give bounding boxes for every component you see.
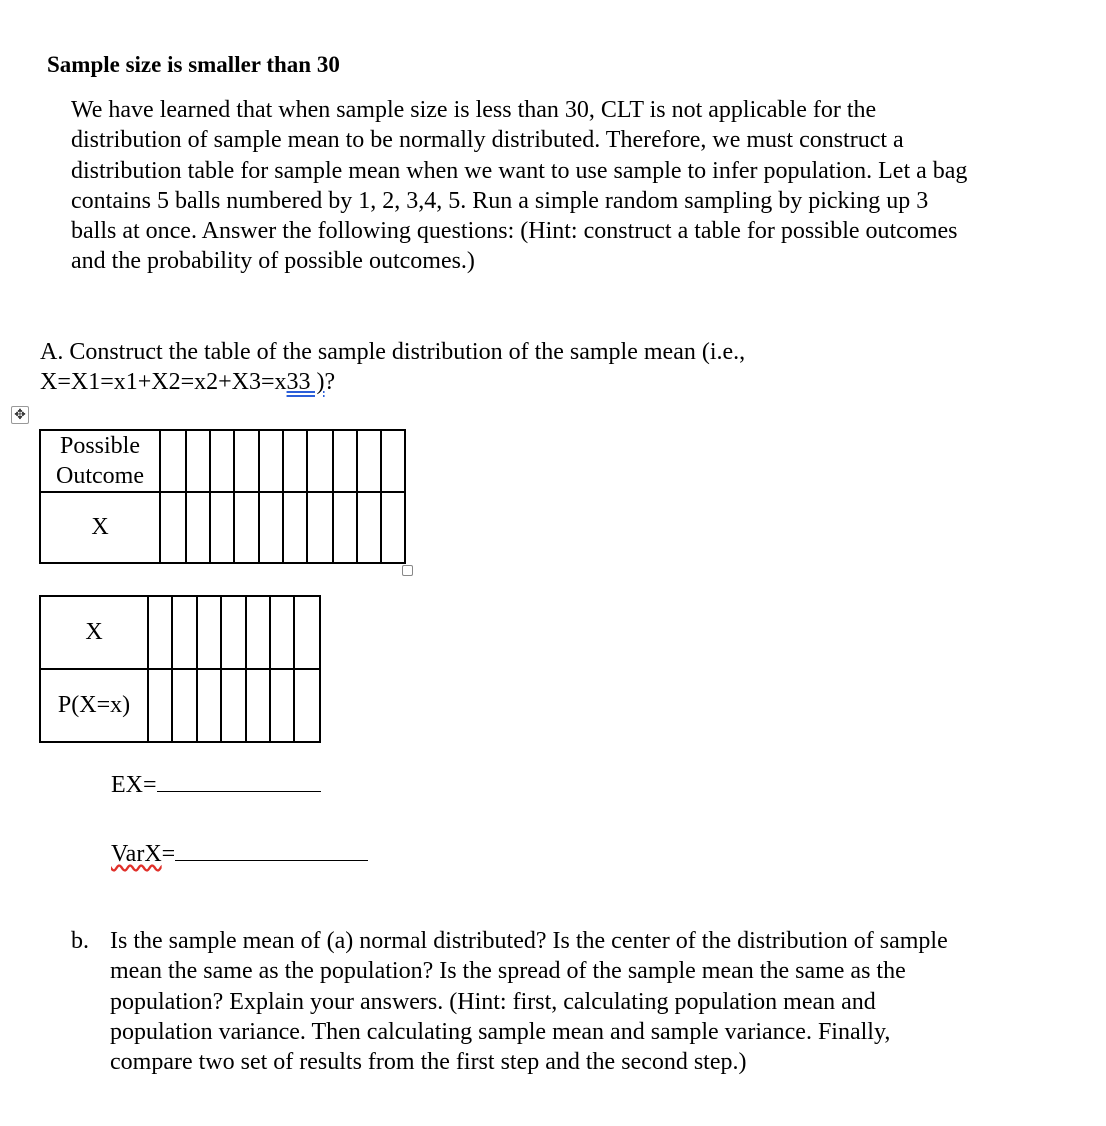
table-resize-handle-icon[interactable] [402, 565, 413, 576]
table-cell[interactable] [283, 492, 307, 563]
intro-paragraph [71, 95, 967, 277]
table-cell[interactable] [246, 669, 270, 742]
variance-line [111, 841, 368, 868]
table-cell[interactable] [357, 492, 381, 563]
table-cell[interactable] [283, 430, 307, 492]
table-cell[interactable] [148, 669, 172, 742]
question-b-label: b. [71, 928, 89, 954]
intro-line: distribution table for sample mean when we want to use sample to infer population. Let a bag [71, 157, 968, 184]
table-cell[interactable] [172, 596, 197, 669]
intro-line: balls at once. Answer the following questions: (Hint: construct a table for possible outcomes [71, 218, 958, 245]
table-cell[interactable] [172, 669, 197, 742]
table-cell[interactable] [307, 492, 333, 563]
section-heading: Sample size is smaller than 30 [47, 52, 340, 77]
table-cell[interactable] [259, 492, 283, 563]
ex-label: EX= [111, 772, 157, 798]
question-a [40, 337, 745, 398]
table-cell[interactable] [221, 596, 246, 669]
table-cell[interactable] [259, 430, 283, 492]
intro-line: We have learned that when sample size is less than 30, CLT is not applicable for the [71, 97, 877, 123]
question-a-line1: A. Construct the table of the sample distribution of the sample mean (i.e., [40, 339, 746, 365]
table-cell[interactable] [197, 596, 221, 669]
table-cell[interactable] [270, 669, 294, 742]
table-cell[interactable] [270, 596, 294, 669]
table-cell[interactable] [160, 492, 186, 563]
question-b-line: mean the same as the population? Is the spread of the sample mean the same as the [110, 958, 906, 985]
table-cell[interactable] [381, 430, 405, 492]
question-a-line2 [40, 367, 745, 397]
table-move-handle-icon[interactable]: ✥ [11, 406, 29, 424]
table-cell[interactable] [148, 596, 172, 669]
table-cell[interactable] [333, 430, 357, 492]
table-cell[interactable] [197, 669, 221, 742]
outcome-table [39, 429, 406, 564]
table-cell[interactable] [210, 430, 234, 492]
table-cell[interactable] [210, 492, 234, 563]
expected-value-line [111, 772, 321, 799]
question-b-line: compare two set of results from the first step and the second step.) [110, 1049, 747, 1076]
formula-text: X=X1=x1+X2=x2+X3=x [40, 369, 287, 396]
table-cell[interactable] [246, 596, 270, 669]
table-cell[interactable] [381, 492, 405, 563]
varx-answer-blank[interactable] [175, 859, 368, 861]
table-cell[interactable] [294, 596, 320, 669]
question-b-text [110, 926, 948, 1077]
table-cell[interactable] [186, 492, 210, 563]
table-cell[interactable] [160, 430, 186, 492]
table-cell[interactable] [294, 669, 320, 742]
probability-table [39, 595, 321, 743]
question-b-line: population? Explain your answers. (Hint: first, calculating population mean and [110, 988, 876, 1015]
probability-label: P(X=x) [40, 669, 148, 742]
intro-line: distribution of sample mean to be normally distributed. Therefore, we must construct a [71, 127, 904, 154]
possible-outcome-label: Possible Outcome [40, 430, 160, 492]
table-cell[interactable] [186, 430, 210, 492]
x-label: X [40, 596, 148, 669]
table-cell[interactable] [307, 430, 333, 492]
question-b-line: population variance. Then calculating sample mean and sample variance. Finally, [110, 1018, 891, 1045]
ex-answer-blank[interactable] [157, 790, 321, 792]
varx-equals: = [161, 841, 176, 867]
x-label: X [40, 492, 160, 563]
question-b-line: Is the sample mean of (a) normal distributed? Is the center of the distribution of sample [110, 928, 948, 954]
intro-line: and the probability of possible outcomes.) [71, 248, 475, 275]
formula-underlined-text: 33 ) [286, 369, 325, 396]
table-cell[interactable] [221, 669, 246, 742]
table-cell[interactable] [333, 492, 357, 563]
table-cell[interactable] [234, 492, 259, 563]
table-cell[interactable] [234, 430, 259, 492]
varx-label: VarX [111, 841, 162, 867]
intro-line: contains 5 balls numbered by 1, 2, 3,4, 5. Run a simple random sampling by picking up 3 [71, 187, 929, 214]
formula-suffix: ? [324, 369, 336, 396]
table-cell[interactable] [357, 430, 381, 492]
